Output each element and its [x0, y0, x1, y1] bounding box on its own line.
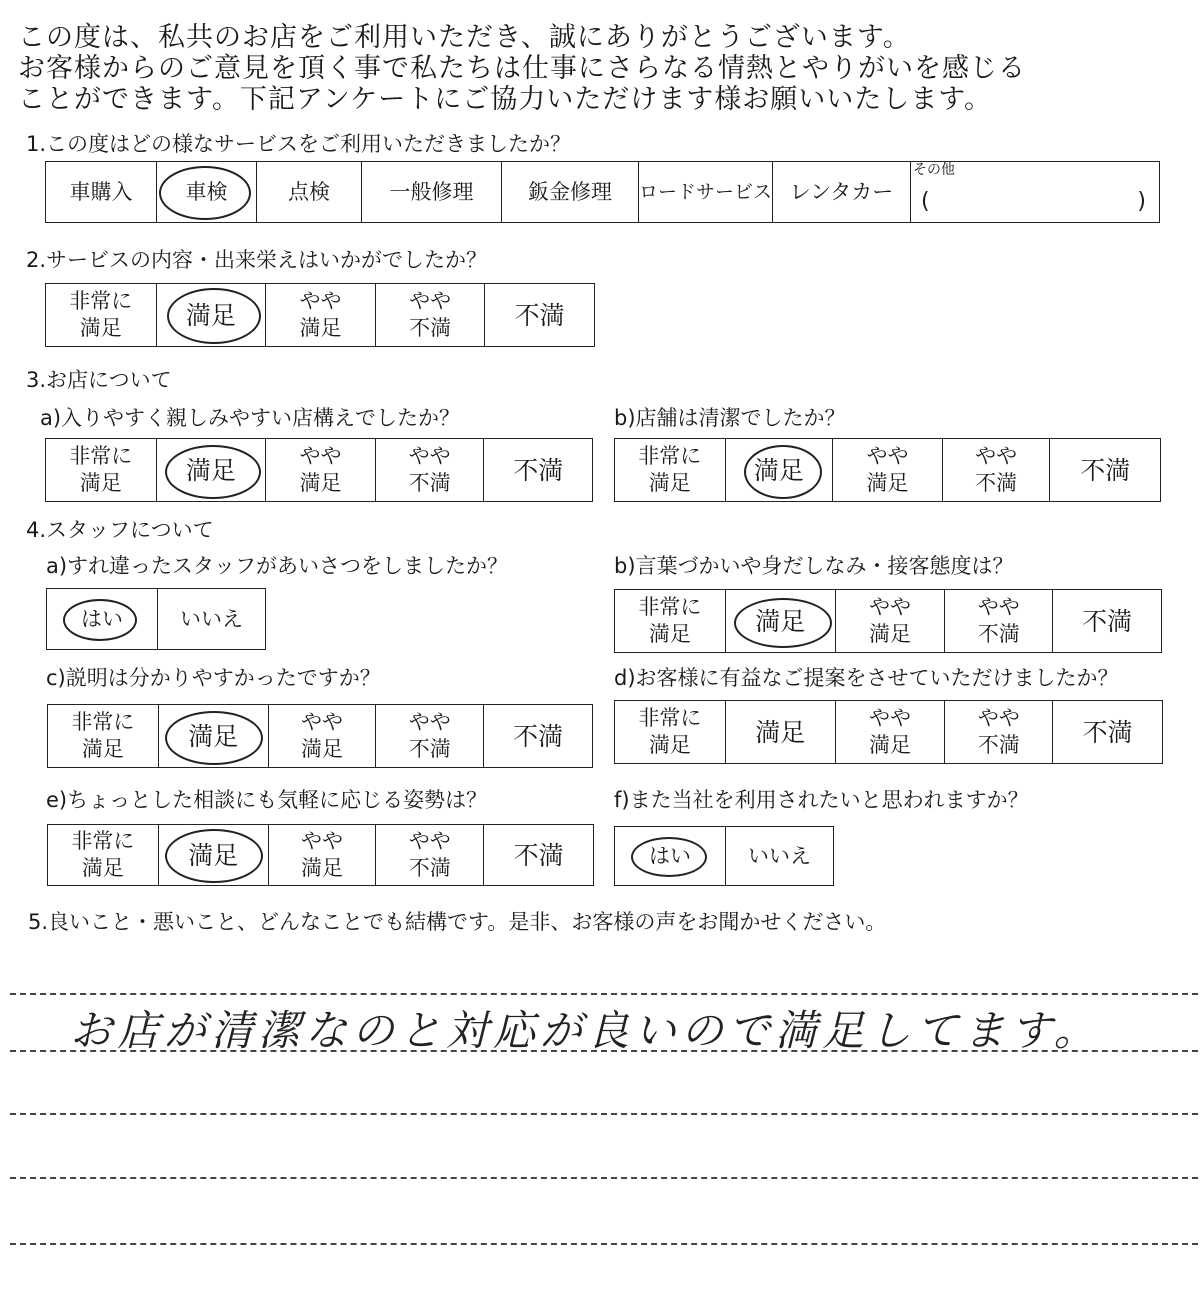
q4d-option-somewhat-satisfied[interactable]: やや 満足 — [835, 701, 945, 763]
q4b-options — [614, 589, 1162, 653]
q4d-option-satisfied[interactable]: 満足 — [725, 701, 835, 763]
q4f-option-yes-label: はい — [649, 843, 691, 868]
q4-title: 4.スタッフについて — [26, 518, 214, 542]
q2-option-somewhat-satisfied[interactable]: やや 満足 — [265, 284, 375, 346]
q1-title: 1.この度はどの様なサービスをご利用いただきましたか？ — [26, 132, 572, 156]
q3b-option-very-satisfied[interactable]: 非常に 満足 — [638, 444, 702, 495]
q4d-title: d)お客様に有益なご提案をさせていただけましたか？ — [614, 666, 1119, 690]
q4c-options — [47, 704, 593, 768]
q4e-option-satisfied-label: 満足 — [188, 840, 239, 870]
answer-line-3 — [10, 1113, 1198, 1115]
q1-other-close-paren: ) — [1137, 189, 1146, 214]
q3-title: 3.お店について — [26, 368, 172, 392]
q4c-option-satisfied-label: 満足 — [188, 721, 239, 751]
q4b-option-somewhat-dissatisfied[interactable]: やや 不満 — [944, 590, 1052, 652]
q4f-options — [614, 826, 834, 886]
q4a-options — [46, 588, 266, 650]
q1-option-rental-car[interactable]: レンタカー — [772, 162, 910, 222]
q5-title: 5.良いこと・悪いこと、どんなことでも結構です。是非、お客様の声をお聞かせください。 — [28, 910, 887, 934]
q3b-option-dissatisfied[interactable]: 不満 — [1049, 439, 1160, 501]
q2-option-very-satisfied[interactable]: 非常に 満足 — [69, 289, 133, 340]
q4e-options — [47, 824, 594, 886]
intro-line-3: ことができます。下記アンケートにご協力いただけます様お願いいたします。 — [18, 84, 993, 115]
q1-option-other[interactable] — [910, 162, 1158, 222]
q3a-option-very-satisfied[interactable]: 非常に 満足 — [69, 444, 133, 495]
q4b-option-dissatisfied[interactable]: 不満 — [1052, 590, 1161, 652]
q4c-option-somewhat-satisfied[interactable]: やや 満足 — [268, 705, 376, 767]
q3b-title: b)店舗は清潔でしたか？ — [614, 406, 846, 430]
q4d-option-dissatisfied[interactable]: 不満 — [1052, 701, 1162, 763]
q4e-option-satisfied[interactable] — [158, 825, 268, 885]
intro-text — [18, 22, 1198, 115]
q1-other-label: その他 — [913, 162, 955, 178]
q4a-option-yes-label: はい — [81, 606, 123, 631]
q4e-option-somewhat-satisfied[interactable]: やや 満足 — [268, 825, 376, 885]
q4b-option-very-satisfied[interactable]: 非常に 満足 — [638, 595, 702, 646]
q2-option-satisfied-label: 満足 — [185, 300, 236, 330]
q4f-option-no[interactable]: いいえ — [725, 827, 833, 885]
q1-option-shaken-label: 車検 — [185, 179, 228, 204]
q3b-options — [614, 438, 1161, 502]
q2-title: 2.サービスの内容・出来栄えはいかがでしたか？ — [26, 248, 488, 272]
q3b-option-satisfied[interactable] — [725, 439, 833, 501]
q4e-option-very-satisfied[interactable]: 非常に 満足 — [71, 829, 135, 880]
q4c-title: c)説明は分かりやすかったですか？ — [46, 666, 381, 690]
q3a-options — [45, 438, 593, 502]
q4f-title: f)また当社を利用されたいと思われますか？ — [614, 788, 1029, 812]
q4c-option-dissatisfied[interactable]: 不満 — [483, 705, 592, 767]
q4b-option-somewhat-satisfied[interactable]: やや 満足 — [835, 590, 945, 652]
q3a-title: a)入りやすく親しみやすい店構えでしたか？ — [40, 406, 461, 430]
q4d-options — [614, 700, 1163, 764]
q2-options — [45, 283, 595, 347]
handwritten-answer[interactable]: お店が清潔なのと対応が良いので満足してます。 — [70, 1006, 1101, 1055]
q3b-option-somewhat-satisfied[interactable]: やや 満足 — [832, 439, 942, 501]
q3a-option-dissatisfied[interactable]: 不満 — [483, 439, 592, 501]
q3b-option-somewhat-dissatisfied[interactable]: やや 不満 — [942, 439, 1050, 501]
q1-option-shaken[interactable] — [156, 162, 256, 222]
q4d-option-very-satisfied[interactable]: 非常に 満足 — [638, 706, 702, 757]
q3a-option-satisfied[interactable] — [156, 439, 266, 501]
q4a-title: a)すれ違ったスタッフがあいさつをしましたか？ — [46, 554, 509, 578]
intro-line-2: お客様からのご意見を頂く事で私たちは仕事にさらなる情熱とやりがいを感じる — [18, 53, 1026, 84]
q1-option-inspection[interactable]: 点検 — [256, 162, 361, 222]
q2-option-dissatisfied[interactable]: 不満 — [484, 284, 594, 346]
q2-option-somewhat-dissatisfied[interactable]: やや 不満 — [375, 284, 485, 346]
q1-option-car-purchase[interactable]: 車購入 — [69, 179, 133, 204]
answer-line-1 — [10, 993, 1198, 995]
answer-line-4 — [10, 1177, 1198, 1179]
q4b-option-satisfied[interactable] — [725, 590, 835, 652]
q4e-option-dissatisfied[interactable]: 不満 — [483, 825, 593, 885]
intro-line-1: この度は、私共のお店をご利用いただき、誠にありがとうございます。 — [18, 22, 911, 53]
q1-option-general-repair[interactable]: 一般修理 — [361, 162, 501, 222]
q1-option-road-service[interactable]: ロードサービス — [638, 162, 772, 222]
q4c-option-very-satisfied[interactable]: 非常に 満足 — [71, 710, 135, 761]
q4e-title: e)ちょっとした相談にも気軽に応じる姿勢は？ — [46, 788, 488, 812]
q1-option-sheet-metal[interactable]: 鈑金修理 — [501, 162, 638, 222]
q4b-option-satisfied-label: 満足 — [755, 606, 806, 636]
q4d-option-somewhat-dissatisfied[interactable]: やや 不満 — [944, 701, 1052, 763]
q1-options — [45, 161, 1160, 223]
q4e-option-somewhat-dissatisfied[interactable]: やや 不満 — [375, 825, 483, 885]
q4f-option-yes[interactable] — [615, 827, 725, 885]
q2-option-satisfied[interactable] — [156, 284, 266, 346]
q4c-option-satisfied[interactable] — [158, 705, 268, 767]
q1-other-open-paren: ( — [921, 189, 930, 214]
answer-line-5 — [10, 1243, 1198, 1245]
q4c-option-somewhat-dissatisfied[interactable]: やや 不満 — [375, 705, 483, 767]
q4b-title: b)言葉づかいや身だしなみ・接客態度は？ — [614, 554, 1014, 578]
q3b-option-satisfied-label: 満足 — [753, 455, 804, 485]
q3a-option-somewhat-satisfied[interactable]: やや 満足 — [265, 439, 375, 501]
q3a-option-satisfied-label: 満足 — [185, 455, 236, 485]
q3a-option-somewhat-dissatisfied[interactable]: やや 不満 — [375, 439, 484, 501]
q4a-option-yes[interactable] — [47, 589, 157, 649]
q4a-option-no[interactable]: いいえ — [157, 589, 265, 649]
